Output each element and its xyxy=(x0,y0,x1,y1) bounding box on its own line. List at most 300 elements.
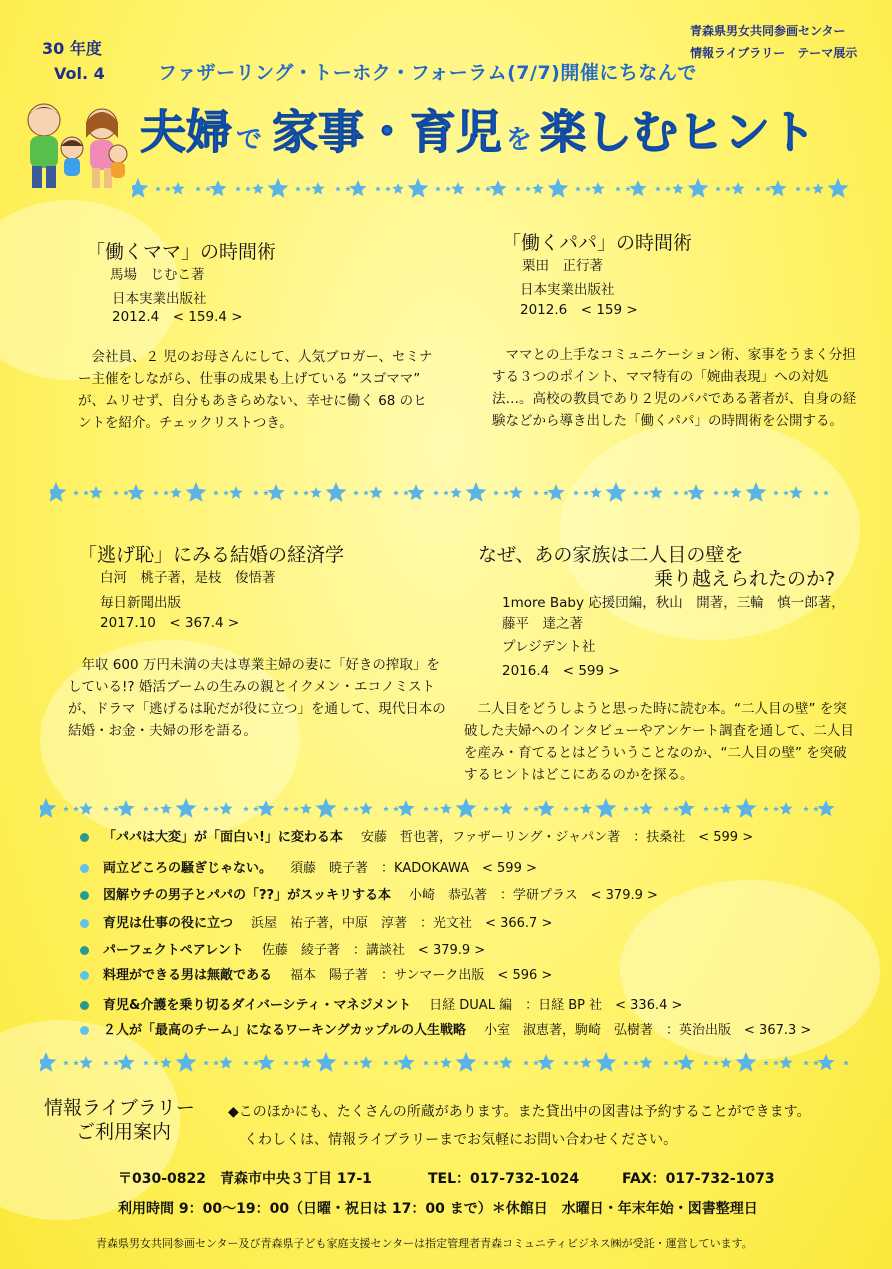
operator-note: 青森県男女共同参画センター及び青森県子ども家庭支援センターは指定管理者青森コミュニティビジネス㈱が受託・運営しています。 xyxy=(96,1237,753,1250)
star-mark xyxy=(343,1060,349,1065)
list-author: 佐藤 綾子著 xyxy=(261,943,340,958)
star-mark xyxy=(303,490,309,495)
star-mark xyxy=(103,1060,109,1065)
list-publisher: ：講談社 xyxy=(352,943,405,958)
star-mark xyxy=(153,490,159,495)
star-mark xyxy=(123,490,129,495)
star-mark xyxy=(397,800,414,816)
book-title-futarime-line2: 乗り越えられたのか? xyxy=(654,568,836,590)
star-mark xyxy=(606,482,627,502)
star-mark xyxy=(353,806,359,811)
star-mark xyxy=(153,806,159,811)
list-title: 育児は仕事の役に立つ xyxy=(103,916,234,931)
star-mark xyxy=(773,806,779,811)
library-heading: 情報ライブラリー xyxy=(44,1097,195,1119)
book-title-futarime-line1: なぜ、あの家族は二人目の壁を xyxy=(478,544,744,566)
star-mark xyxy=(688,178,709,198)
star-mark xyxy=(713,806,719,811)
star-mark xyxy=(629,180,646,196)
star-mark xyxy=(580,803,591,814)
star-mark xyxy=(359,1056,372,1069)
star-mark xyxy=(310,487,321,498)
star-mark xyxy=(773,1060,779,1065)
star-mark xyxy=(203,806,209,811)
star-mark xyxy=(433,806,439,811)
star-mark xyxy=(440,803,451,814)
star-mark xyxy=(316,1052,337,1072)
star-mark xyxy=(433,1060,439,1065)
star-mark xyxy=(673,806,679,811)
star-mark xyxy=(113,806,119,811)
star-mark xyxy=(590,487,601,498)
star-mark xyxy=(283,806,289,811)
star-mark xyxy=(445,186,451,191)
star-mark xyxy=(213,806,219,811)
book-description: ママとの上手なコミュニケーション術、家事をうまく分担する３つのポイント、ママ特有の「婉曲表現」への対処法…。高校の教員であり２児のパパである著者が、自身の経験などから導き出した「働くパパ」の時間術を公開する。 xyxy=(492,347,857,429)
star-mark xyxy=(703,1060,709,1065)
star-mark xyxy=(687,484,704,500)
star-mark xyxy=(353,1060,359,1065)
star-mark xyxy=(253,806,259,811)
star-mark xyxy=(763,806,769,811)
bullet-dot xyxy=(80,1026,89,1035)
star-mark xyxy=(117,800,134,816)
star-divider xyxy=(40,796,850,822)
list-publisher: ：日経 BP 社 xyxy=(525,998,603,1013)
star-mark xyxy=(113,490,119,495)
book-author: 栗田 正行著 xyxy=(522,258,603,274)
star-mark xyxy=(267,484,284,500)
star-mark xyxy=(451,182,464,195)
star-mark xyxy=(203,1060,209,1065)
star-mark xyxy=(353,490,359,495)
star-mark xyxy=(165,186,171,191)
star-mark xyxy=(683,490,689,495)
star-mark xyxy=(385,186,391,191)
title-part-fufu: 夫婦 xyxy=(140,105,232,159)
list-publisher: ：学研プラス xyxy=(499,888,578,903)
star-mark xyxy=(268,178,289,198)
star-mark xyxy=(783,490,789,495)
star-mark xyxy=(375,186,381,191)
list-publisher: ：サンマーク出版 xyxy=(381,968,485,983)
star-mark xyxy=(393,1060,399,1065)
book-author: 馬場 じむこ著 xyxy=(110,267,205,283)
star-mark xyxy=(515,186,521,191)
list-author: 小室 淑恵著，駒崎 弘樹著 xyxy=(483,1023,653,1038)
star-mark xyxy=(585,186,591,191)
family-illustration xyxy=(14,98,132,192)
list-title: 「パパは大変」が「面白い!」に変わる本 xyxy=(103,830,343,845)
star-mark xyxy=(639,1056,652,1069)
star-mark xyxy=(623,806,629,811)
star-mark xyxy=(623,1060,629,1065)
star-mark xyxy=(672,183,683,194)
star-mark xyxy=(316,798,337,818)
star-mark xyxy=(456,798,477,818)
star-mark xyxy=(163,490,169,495)
star-mark xyxy=(639,802,652,815)
star-mark xyxy=(103,806,109,811)
star-mark xyxy=(243,806,249,811)
star-mark xyxy=(813,490,819,495)
star-mark xyxy=(293,1060,299,1065)
star-mark xyxy=(205,186,211,191)
star-mark xyxy=(186,482,207,502)
star-mark xyxy=(713,490,719,495)
list-code: < 336.4 > xyxy=(615,998,683,1013)
star-mark xyxy=(295,186,301,191)
star-mark xyxy=(435,186,441,191)
star-mark xyxy=(533,1060,539,1065)
star-mark xyxy=(746,482,767,502)
star-mark xyxy=(713,1060,719,1065)
star-mark xyxy=(769,180,786,196)
list-publisher: ：光文社 xyxy=(420,916,473,931)
star-mark xyxy=(252,183,263,194)
star-mark xyxy=(703,806,709,811)
star-mark xyxy=(489,180,506,196)
star-divider xyxy=(132,176,862,202)
star-mark xyxy=(79,802,92,815)
book-publisher: 日本実業出版社 xyxy=(520,282,615,298)
center-name: 青森県男女共同参画センター xyxy=(690,24,846,38)
star-mark xyxy=(625,186,631,191)
star-mark xyxy=(450,487,461,498)
star-mark xyxy=(723,490,729,495)
star-mark xyxy=(813,806,819,811)
star-mark xyxy=(160,803,171,814)
list-item xyxy=(80,939,485,958)
star-mark xyxy=(253,1060,259,1065)
title-particle-de: で xyxy=(236,125,263,155)
star-mark xyxy=(257,800,274,816)
star-mark xyxy=(663,806,669,811)
list-code: < 366.7 > xyxy=(485,916,553,931)
star-mark xyxy=(596,1052,617,1072)
star-mark xyxy=(663,1060,669,1065)
star-mark xyxy=(343,806,349,811)
footer-note-contact: くわしくは、情報ライブラリーまでお気軽にお問い合わせください。 xyxy=(244,1132,678,1148)
star-mark xyxy=(293,806,299,811)
star-mark xyxy=(525,186,531,191)
star-mark xyxy=(655,186,661,191)
star-mark xyxy=(456,1052,477,1072)
title-particle-wo: を xyxy=(506,125,533,155)
bullet-dot xyxy=(80,864,89,873)
star-mark xyxy=(803,1060,809,1065)
star-mark xyxy=(433,490,439,495)
book-author-cont: 藤平 達之著 xyxy=(502,616,583,632)
list-code: < 596 > xyxy=(497,968,553,983)
star-mark xyxy=(499,802,512,815)
star-mark xyxy=(483,806,489,811)
star-divider xyxy=(40,1050,860,1076)
book-description: 二人目をどうしようと思った時に読む本。“二人目の壁” を突破した夫婦へのインタビューやアンケート調査を通して、二人目を産み・育てるとはどういうことなのか、“二人目の壁” を突破するヒントはどこにあるのかを探る。 xyxy=(464,701,854,783)
star-mark xyxy=(485,186,491,191)
star-mark xyxy=(725,186,731,191)
star-mark xyxy=(407,484,424,500)
star-mark xyxy=(503,490,509,495)
book-description: 年収 600 万円未満の夫は専業主婦の妻に「好きの搾取」をしている!? 婚活ブームの生みの親とイクメン・エコノミストが、ドラマ「逃げるは恥だが役に立つ」を通して、現代日本の結婚・お金・夫婦の形を語る。 xyxy=(68,657,446,739)
star-mark xyxy=(736,1052,757,1072)
list-title: ２人が「最高のチーム」になるワーキングカップルの人生戦略 xyxy=(103,1023,466,1038)
star-mark xyxy=(393,806,399,811)
book-date-code: 2017.10 < 367.4 > xyxy=(100,615,240,631)
star-mark xyxy=(633,806,639,811)
bullet-dot xyxy=(80,919,89,928)
star-mark xyxy=(483,1060,489,1065)
star-mark xyxy=(143,806,149,811)
subtitle: ファザーリング・トーホク・フォーラム(7/7)開催にちなんで xyxy=(158,62,697,84)
star-mark xyxy=(755,186,761,191)
list-code: < 379.9 > xyxy=(417,943,486,958)
star-mark xyxy=(63,806,69,811)
library-usage-heading: ご利用案内 xyxy=(76,1121,172,1143)
star-mark xyxy=(763,1060,769,1065)
star-mark xyxy=(73,490,79,495)
star-mark xyxy=(573,1060,579,1065)
star-mark xyxy=(573,490,579,495)
star-mark xyxy=(548,178,569,198)
book-date-code: 2012.6 < 159 > xyxy=(520,302,638,318)
star-mark xyxy=(253,490,259,495)
star-mark xyxy=(813,1060,819,1065)
star-mark xyxy=(499,1056,512,1069)
book-title-hataraku-papa: 「働くパパ」の時間術 xyxy=(502,232,693,254)
list-author: 小崎 恭弘著 xyxy=(408,888,487,903)
star-mark xyxy=(575,186,581,191)
star-mark xyxy=(219,1056,232,1069)
list-title: 図解ウチの男子とパパの「??」がスッキリする本 xyxy=(103,888,391,903)
book-author: 1more Baby 応援団編，秋山 開著，三輪 慎一郎著， xyxy=(502,595,845,611)
star-mark xyxy=(583,490,589,495)
star-mark xyxy=(673,490,679,495)
star-mark xyxy=(243,1060,249,1065)
star-mark xyxy=(537,800,554,816)
star-mark xyxy=(79,1056,92,1069)
book-publisher: 毎日新聞出版 xyxy=(100,595,181,611)
star-mark xyxy=(789,486,802,499)
book-date-code: 2012.4 < 159.4 > xyxy=(112,309,243,325)
star-mark xyxy=(63,1060,69,1065)
star-mark xyxy=(509,486,522,499)
star-mark xyxy=(633,1060,639,1065)
star-mark xyxy=(803,806,809,811)
star-mark xyxy=(643,490,649,495)
star-mark xyxy=(795,186,801,191)
list-item xyxy=(80,1019,811,1038)
list-title: 育児&介護を乗り切るダイバーシティ・マネジメント xyxy=(103,998,412,1013)
star-mark xyxy=(359,802,372,815)
list-publisher: ：扶桑社 xyxy=(633,830,686,845)
star-mark xyxy=(117,1054,134,1070)
star-mark xyxy=(170,487,181,498)
star-mark xyxy=(326,482,347,502)
list-publisher: ：英治出版 xyxy=(666,1023,732,1038)
star-mark xyxy=(715,186,721,191)
star-mark xyxy=(817,800,834,816)
star-mark xyxy=(423,806,429,811)
star-mark xyxy=(547,484,564,500)
star-mark xyxy=(83,490,89,495)
star-mark xyxy=(257,1054,274,1070)
list-item xyxy=(80,884,658,903)
star-mark xyxy=(143,1060,149,1065)
book-publisher: 日本実業出版社 xyxy=(112,291,207,307)
star-mark xyxy=(40,798,57,818)
star-mark xyxy=(493,1060,499,1065)
volume-label: Vol. 4 xyxy=(54,64,105,83)
main-title xyxy=(140,96,816,162)
star-mark xyxy=(817,1054,834,1070)
star-mark xyxy=(731,182,744,195)
bullet-dot xyxy=(80,891,89,900)
star-mark xyxy=(523,806,529,811)
star-mark xyxy=(563,1060,569,1065)
star-mark xyxy=(423,1060,429,1065)
star-mark xyxy=(403,490,409,495)
footer-note: ◆このほかにも、たくさんの所蔵があります。また貸出中の図書は予約することができます。 xyxy=(228,1104,811,1120)
star-mark xyxy=(596,798,617,818)
list-author: 安藤 哲也著，ファザーリング・ジャパン著 xyxy=(360,830,621,845)
star-mark xyxy=(245,186,251,191)
star-mark xyxy=(440,1057,451,1068)
star-mark xyxy=(563,806,569,811)
star-mark xyxy=(219,802,232,815)
list-author: 須藤 暁子著 xyxy=(290,861,369,876)
star-mark xyxy=(779,802,792,815)
star-mark xyxy=(779,1056,792,1069)
list-item xyxy=(80,994,682,1013)
star-mark xyxy=(649,486,662,499)
bullet-dot xyxy=(80,946,89,955)
star-mark xyxy=(383,1060,389,1065)
star-mark xyxy=(533,490,539,495)
star-mark xyxy=(533,806,539,811)
star-mark xyxy=(843,1060,849,1065)
phone-number: TEL：017-732-1024 xyxy=(428,1171,580,1187)
star-mark xyxy=(209,180,226,196)
star-mark xyxy=(615,186,621,191)
star-mark xyxy=(805,186,811,191)
star-mark xyxy=(155,186,161,191)
star-mark xyxy=(720,1057,731,1068)
star-mark xyxy=(113,1060,119,1065)
list-code: < 379.9 > xyxy=(590,888,658,903)
address: 〒030-0822 青森市中央３丁目 17-1 xyxy=(118,1171,372,1187)
bullet-dot xyxy=(80,833,89,842)
list-author: 福本 陽子著 xyxy=(290,968,369,983)
star-mark xyxy=(263,490,269,495)
star-mark xyxy=(300,803,311,814)
opening-hours: 利用時間 9：00～19：00（日曜・祝日は 17：00 まで）＊休館日 水曜日・年末年始・図書整理日 xyxy=(118,1201,758,1217)
book-description: 会社員、２ 児のお母さんにして、人気ブロガー、セミナー主催をしながら、仕事の成果も上げている “スゴママ” が、ムリせず、自分もあきらめない、幸せに働く 68 のヒントを紹介。チェックリストつき。 xyxy=(78,349,433,431)
list-code: < 367.3 > xyxy=(744,1023,812,1038)
title-part-kaji-ikuji: 家事・育児 xyxy=(272,105,503,159)
star-mark xyxy=(466,482,487,502)
theme-exhibit-label: 情報ライブラリー テーマ展示 xyxy=(690,46,858,60)
star-mark xyxy=(580,1057,591,1068)
star-mark xyxy=(176,798,197,818)
star-mark xyxy=(633,490,639,495)
list-item xyxy=(80,912,552,931)
star-mark xyxy=(160,1057,171,1068)
star-mark xyxy=(213,1060,219,1065)
star-mark xyxy=(443,490,449,495)
year-label: 30 年度 xyxy=(42,39,102,58)
list-code: < 599 > xyxy=(698,830,754,845)
star-mark xyxy=(823,490,829,495)
star-mark xyxy=(127,484,144,500)
star-mark xyxy=(283,1060,289,1065)
list-author: 日経 DUAL 編 xyxy=(429,998,513,1013)
star-mark xyxy=(532,183,543,194)
list-item xyxy=(80,826,753,845)
star-mark xyxy=(408,178,429,198)
list-title: 両立どころの騒ぎじゃない。 xyxy=(103,861,273,876)
star-mark xyxy=(773,490,779,495)
star-mark xyxy=(153,1060,159,1065)
star-mark xyxy=(235,186,241,191)
star-mark xyxy=(493,806,499,811)
star-mark xyxy=(73,806,79,811)
star-mark xyxy=(195,186,201,191)
star-mark xyxy=(397,1054,414,1070)
star-mark xyxy=(363,490,369,495)
star-mark xyxy=(665,186,671,191)
book-date-code: 2016.4 < 599 > xyxy=(502,663,620,679)
star-mark xyxy=(537,1054,554,1070)
list-code: < 599 > xyxy=(482,861,537,876)
star-mark xyxy=(213,490,219,495)
star-mark xyxy=(171,182,184,195)
star-mark xyxy=(677,800,694,816)
star-mark xyxy=(311,182,324,195)
title-part-hint: 楽しむヒント xyxy=(540,105,817,159)
star-mark xyxy=(736,798,757,818)
book-title-hataraku-mama: 「働くママ」の時間術 xyxy=(86,241,277,263)
star-mark xyxy=(383,806,389,811)
star-mark xyxy=(393,490,399,495)
star-mark xyxy=(523,1060,529,1065)
star-mark xyxy=(765,186,771,191)
list-publisher: ：KADOKAWA xyxy=(381,861,469,876)
star-mark xyxy=(349,180,366,196)
star-mark xyxy=(369,486,382,499)
star-mark xyxy=(40,1052,57,1072)
star-mark xyxy=(677,1054,694,1070)
bullet-dot xyxy=(80,1001,89,1010)
star-mark xyxy=(493,490,499,495)
list-author: 浜屋 祐子著，中原 淳著 xyxy=(251,916,408,931)
book-publisher: プレジデント社 xyxy=(502,639,596,655)
star-mark xyxy=(673,1060,679,1065)
star-mark xyxy=(828,178,849,198)
star-mark xyxy=(176,1052,197,1072)
star-mark xyxy=(73,1060,79,1065)
list-title: 料理ができる男は無敵である xyxy=(103,968,273,983)
star-mark xyxy=(573,806,579,811)
star-divider xyxy=(50,480,840,506)
star-mark xyxy=(543,490,549,495)
fax-number: FAX：017-732-1073 xyxy=(622,1171,775,1187)
star-mark xyxy=(812,183,823,194)
star-mark xyxy=(475,186,481,191)
star-mark xyxy=(720,803,731,814)
book-title-nigehaji: 「逃げ恥」にみる結婚の経済学 xyxy=(78,544,345,566)
star-mark xyxy=(300,1057,311,1068)
